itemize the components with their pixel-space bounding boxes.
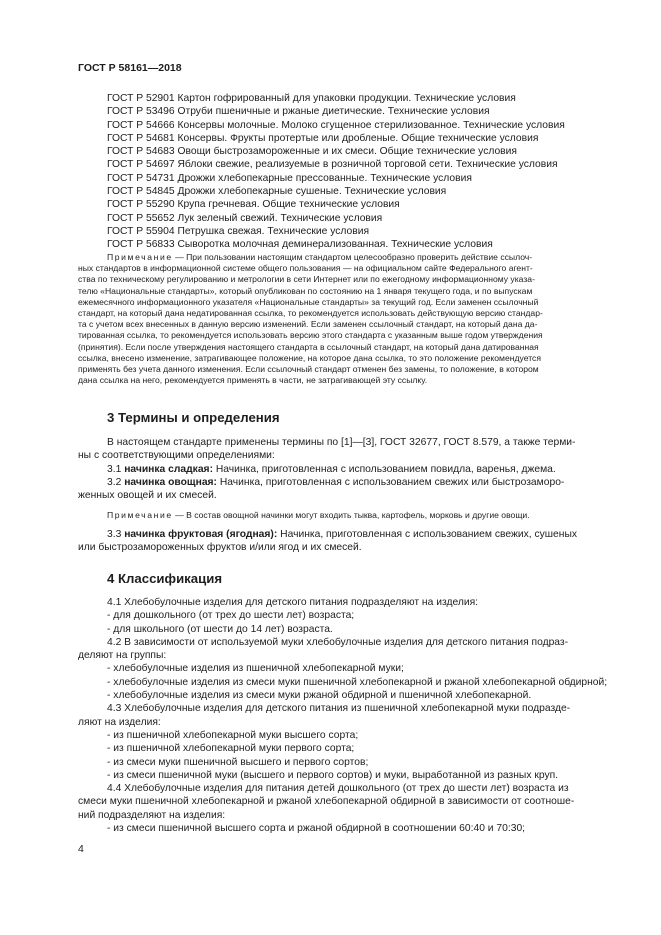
reference-item: ГОСТ Р 54845 Дрожжи хлебопекарные сушеные. Технические условия (107, 186, 447, 198)
note-line: ежемесячного информационного указателя «Национальные стандарты» за текущий год. Если заменен ссылочный (78, 296, 539, 307)
document-header: ГОСТ Р 58161—2018 (78, 62, 182, 74)
reference-item: ГОСТ Р 55904 Петрушка свежая. Технические условия (107, 225, 370, 237)
paragraph-line: ний подразделяют на изделия: (78, 809, 226, 821)
reference-item: ГОСТ Р 55290 Крупа гречневая. Общие технические условия (107, 199, 400, 211)
term-number: 3.1 (107, 463, 125, 475)
list-item: - из смеси муки пшеничной высшего и первого сортов; (107, 756, 369, 768)
term-definition: Начинка, приготовленная с использованием повидла, варенья, джема. (213, 463, 556, 475)
term-3-2 (78, 476, 613, 489)
note-line: телю «Национальные стандарты», который опубликован по состоянию на 1 января текущего года, и по выпускам (78, 285, 533, 296)
note-line: ных стандартов в информационной системе общего пользования — на официальном сайте Федерального агент- (78, 263, 533, 274)
normative-references-list (107, 92, 627, 252)
list-item: - из смеси пшеничной муки (высшего и первого сортов) и муки, выработанной из разных круп. (107, 769, 559, 781)
list-item: - из пшеничной хлебопекарной муки первого сорта; (107, 743, 355, 755)
note-line: — При пользовании настоящим стандартом целесообразно проверить действие ссылоч- (172, 252, 533, 262)
note-line: (принятия). Если после утверждения настоящего стандарта в ссылочный стандарт, на который дана датированная (78, 341, 539, 352)
term-name: начинка сладкая: (124, 463, 213, 475)
paragraph-line: 4.3 Хлебобулочные изделия для детского питания из пшеничной хлебопекарной муки подразде- (107, 703, 571, 715)
note-label: Примечание (107, 510, 173, 520)
list-item: - для дошкольного (от трех до шести лет) возраста; (107, 610, 355, 622)
note-line: тированная ссылка, то рекомендуется использовать версию этого стандарта с указанным выше годом утверждения (78, 330, 543, 341)
reference-item: ГОСТ Р 56833 Сыворотка молочная деминерализованная. Технические условия (107, 239, 493, 251)
paragraph-line: 4.2 В зависимости от используемой муки хлебобулочные изделия для детского питания подраз- (107, 636, 569, 648)
term-name: начинка фруктовая (ягодная): (124, 529, 278, 540)
paragraph-line: 4.4 Хлебобулочные изделия для питания детей дошкольного (от трех до шести лет) возраста из (107, 783, 569, 795)
paragraph-line: ны с соответствующими определениями: (78, 450, 275, 462)
reference-item: ГОСТ Р 54697 Яблоки свежие, реализуемые в розничной торговой сети. Технические условия (107, 159, 558, 171)
paragraph-line: 4.1 Хлебобулочные изделия для детского питания подразделяют на изделия: (107, 597, 479, 608)
note-text: — В состав овощной начинки могут входить тыква, картофель, морковь и другие овощи. (172, 510, 530, 520)
reference-item: ГОСТ Р 52901 Картон гофрированный для упаковки продукции. Технические условия (107, 93, 516, 104)
reference-item: ГОСТ Р 53496 Отруби пшеничные и ржаные диетические. Технические условия (107, 106, 490, 118)
paragraph-line: ляют на изделия: (78, 716, 161, 728)
note-line: ссылка, внесено изменение, затрагивающее положение, на которое дана ссылка, то это положение рекомендуется (78, 352, 541, 363)
page-number: 4 (78, 843, 84, 855)
reference-item: ГОСТ Р 55652 Лук зеленый свежий. Технические условия (107, 212, 383, 224)
term-number: 3.3 (107, 529, 125, 540)
note-line: дана ссылка на него, рекомендуется применять в части, не затрагивающей эту ссылку. (78, 375, 428, 386)
term-definition-continued: или быстрозамороженных фруктов и/или ягод и их смесей. (78, 542, 362, 554)
paragraph-line: В настоящем стандарте применены термины по [1]—[3], ГОСТ 32677, ГОСТ 8.579, а также терми- (107, 437, 576, 448)
note-line: ства по техническому регулированию и метрологии в сети Интернет или по ежегодному информационному указа- (78, 274, 535, 285)
list-item: - хлебобулочные изделия из смеси муки ржаной обдирной и пшеничной хлебопекарной. (107, 690, 532, 702)
term-3-3-block (78, 528, 613, 555)
paragraph-line: смеси муки пшеничной хлебопекарной и ржаной хлебопекарной обдирной в зависимости от соотноше- (78, 796, 575, 808)
section-4-title: 4 Классификация (107, 571, 223, 586)
reference-item: ГОСТ Р 54683 Овощи быстрозамороженные и их смеси. Общие технические условия (107, 146, 517, 158)
note-label: Примечание (107, 252, 173, 262)
term-note (78, 510, 613, 521)
paragraph-line: деляют на группы: (78, 650, 167, 662)
reference-item: ГОСТ Р 54666 Консервы молочные. Молоко сгущенное стерилизованное. Технические условия (107, 119, 565, 131)
term-definition: Начинка, приготовленная с использованием свежих или быстрозаморо- (217, 476, 565, 488)
section-3-title: 3 Термины и определения (107, 410, 280, 425)
list-item: - из пшеничной хлебопекарной муки высшего сорта; (107, 729, 359, 741)
term-definition-continued: женных овощей и их смесей. (78, 490, 217, 502)
reference-item: ГОСТ Р 54731 Дрожжи хлебопекарные прессованные. Технические условия (107, 172, 472, 184)
term-3-3 (78, 528, 613, 541)
list-item: - хлебобулочные изделия из пшеничной хлебопекарной муки; (107, 663, 404, 675)
note-line: та с учетом всех внесенных в данную версию изменений. Если заменен ссылочный стандарт, на который дана да- (78, 319, 538, 330)
section-4-body (78, 596, 613, 835)
list-item: - хлебобулочные изделия из смеси муки пшеничной хлебопекарной и ржаной хлебопекарной обдирной; (107, 676, 608, 688)
list-item: - для школьного (от шести до 14 лет) возраста. (107, 623, 333, 635)
section-3-body (78, 436, 613, 502)
term-definition: Начинка, приготовленная с использованием свежих, сушеных (277, 529, 577, 540)
reference-item: ГОСТ Р 54681 Консервы. Фрукты протертые или дробленые. Общие технические условия (107, 132, 539, 144)
references-note (78, 252, 613, 386)
note-line: применять без учета данного изменения. Если ссылочный стандарт отменен без замены, то положение, в котором (78, 364, 539, 375)
term-3-1 (78, 463, 613, 476)
term-name: начинка овощная: (124, 476, 217, 488)
term-number: 3.2 (107, 476, 125, 488)
note-line: стандарт, на который дана недатированная ссылка, то рекомендуется использовать действующую версию стандар- (78, 308, 543, 319)
list-item: - из смеси пшеничной высшего сорта и ржаной обдирной в соотношении 60:40 и 70:30; (107, 823, 526, 835)
